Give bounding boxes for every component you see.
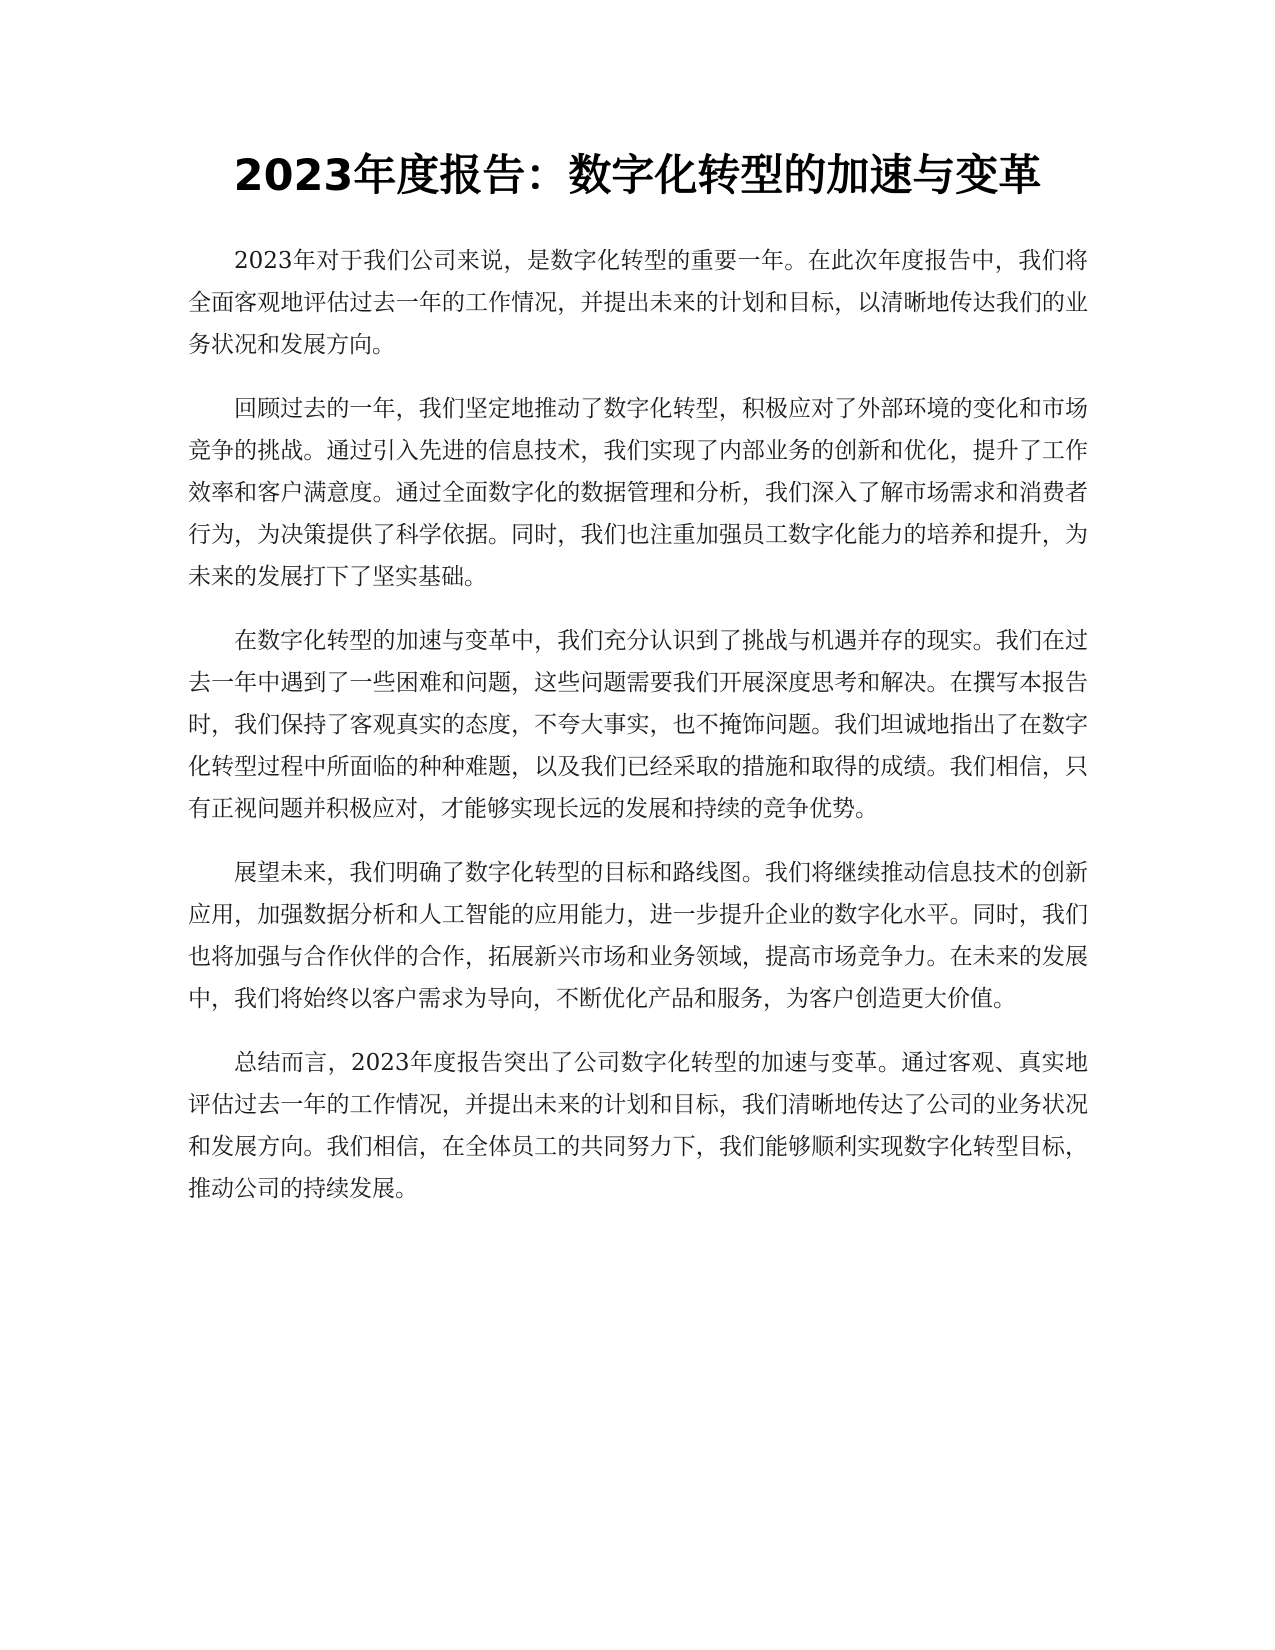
paragraph-summary: 总结而言，2023年度报告突出了公司数字化转型的加速与变革。通过客观、真实地评估过去一年的工作情况，并提出未来的计划和目标，我们清晰地传达了公司的业务状况和发展方向。我们相信，在全体员工的共同努力下，我们能够顺利实现数字化转型目标，推动公司的持续发展。 xyxy=(188,1050,1088,1202)
document-body xyxy=(188,240,1088,1232)
paragraph-intro: 2023年对于我们公司来说，是数字化转型的重要一年。在此次年度报告中，我们将全面客观地评估过去一年的工作情况，并提出未来的计划和目标，以清晰地传达我们的业务状况和发展方向。 xyxy=(188,248,1088,358)
document-title: 2023年度报告：数字化转型的加速与变革 xyxy=(233,151,1042,201)
paragraph-outlook: 展望未来，我们明确了数字化转型的目标和路线图。我们将继续推动信息技术的创新应用，加强数据分析和人工智能的应用能力，进一步提升企业的数字化水平。同时，我们也将加强与合作伙伴的合作，拓展新兴市场和业务领域，提高市场竞争力。在未来的发展中，我们将始终以客户需求为导向，不断优化产品和服务，为客户创造更大价值。 xyxy=(188,860,1088,1012)
paragraph-challenges: 在数字化转型的加速与变革中，我们充分认识到了挑战与机遇并存的现实。我们在过去一年中遇到了一些困难和问题，这些问题需要我们开展深度思考和解决。在撰写本报告时，我们保持了客观真实的态度，不夸大事实，也不掩饰问题。我们坦诚地指出了在数字化转型过程中所面临的种种难题，以及我们已经采取的措施和取得的成绩。我们相信，只有正视问题并积极应对，才能够实现长远的发展和持续的竞争优势。 xyxy=(188,628,1088,822)
paragraph-review: 回顾过去的一年，我们坚定地推动了数字化转型，积极应对了外部环境的变化和市场竞争的挑战。通过引入先进的信息技术，我们实现了内部业务的创新和优化，提升了工作效率和客户满意度。通过全面数字化的数据管理和分析，我们深入了解市场需求和消费者行为，为决策提供了科学依据。同时，我们也注重加强员工数字化能力的培养和提升，为未来的发展打下了坚实基础。 xyxy=(188,396,1088,590)
